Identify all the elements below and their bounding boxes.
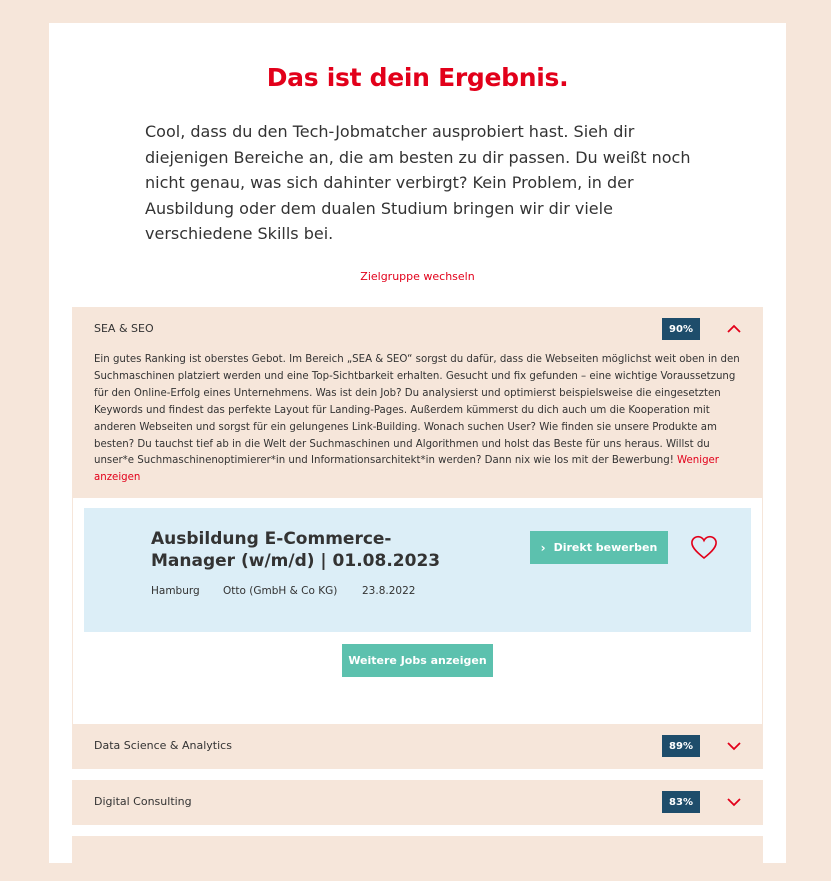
job-location: Hamburg xyxy=(151,585,200,597)
job-date: 23.8.2022 xyxy=(362,585,416,597)
accordion-title: Data Science & Analytics xyxy=(94,739,232,752)
chevron-down-icon[interactable] xyxy=(725,793,743,811)
job-card[interactable] xyxy=(84,508,751,632)
page-title: Das ist dein Ergebnis. xyxy=(266,63,569,92)
more-jobs-button[interactable]: Weitere Jobs anzeigen xyxy=(342,644,493,677)
show-less-link[interactable]: Weniger anzeigen xyxy=(94,455,719,484)
chevron-down-icon[interactable] xyxy=(725,737,743,755)
switch-target-group-link[interactable]: Zielgruppe wechseln xyxy=(360,270,475,283)
heart-icon[interactable] xyxy=(690,534,718,560)
match-score-badge: 89% xyxy=(662,735,700,757)
accordion-item-data-science[interactable] xyxy=(72,724,763,769)
description-text: Ein gutes Ranking ist oberstes Gebot. Im Bereich „SEA & SEO“ sorgst du dafür, dass die Webseiten möglichst weit oben in den Suchmaschinen platziert werden und eine Top-Sichtbarkeit erhalten. Gesucht und fix gefunden – eine wichtige Voraussetzung für den Online-Erfolg eines Unternehmens. Was ist dein Job? Du analysierst und optimierst beispielsweise die eingesetzten Keywords und findest das perfekte Layout für Landing-Pages. Außerdem kümmerst du dich auch um die Kooperation mit anderen Webseiten und sorgst für ein gelungenes Link-Building. Wonach suchen User? Wie finden sie unsere Produkte am besten? Du tauchst tief ab in die Welt der Suchmaschinen und Algorithmen und holst das Beste für uns heraus. Willst du unser*e Suchmaschinenoptimierer*in und Informationsarchitekt*in werden? Dann nix wie los mit der Bewerbung! xyxy=(94,354,740,467)
match-score-badge: 83% xyxy=(662,791,700,813)
accordion-description xyxy=(94,352,746,487)
result-card xyxy=(49,23,786,863)
apply-button[interactable] xyxy=(530,531,668,564)
accordion-body xyxy=(73,498,762,724)
accordion-title: Digital Consulting xyxy=(94,795,192,808)
accordion-header[interactable] xyxy=(72,780,763,824)
job-company: Otto (GmbH & Co KG) xyxy=(223,585,338,597)
apply-button-label: Direkt bewerben xyxy=(553,541,658,554)
chevron-right-icon: › xyxy=(540,540,546,555)
accordion-item-digital-consulting[interactable] xyxy=(72,780,763,825)
job-title[interactable]: Ausbildung E-Commerce-Manager (w/m/d) | 01.08.2023 xyxy=(151,529,441,571)
chevron-up-icon[interactable] xyxy=(725,320,743,338)
accordion-title: SEA & SEO xyxy=(94,322,154,335)
match-score-badge: 90% xyxy=(662,318,700,340)
intro-text: Cool, dass du den Tech-Jobmatcher ausprobiert hast. Sieh dir diejenigen Bereiche an, die am besten zu dir passen. Du weißt noch nicht genau, was sich dahinter verbirgt? Kein Problem, in der Ausbildung oder dem dualen Studium bringen wir dir viele verschiedene Skills bei. xyxy=(145,122,691,243)
accordion-header[interactable] xyxy=(72,724,763,768)
accordion-item-sea-seo xyxy=(72,307,763,725)
accordion-item-next[interactable] xyxy=(72,836,763,881)
accordion-header[interactable] xyxy=(72,307,763,351)
